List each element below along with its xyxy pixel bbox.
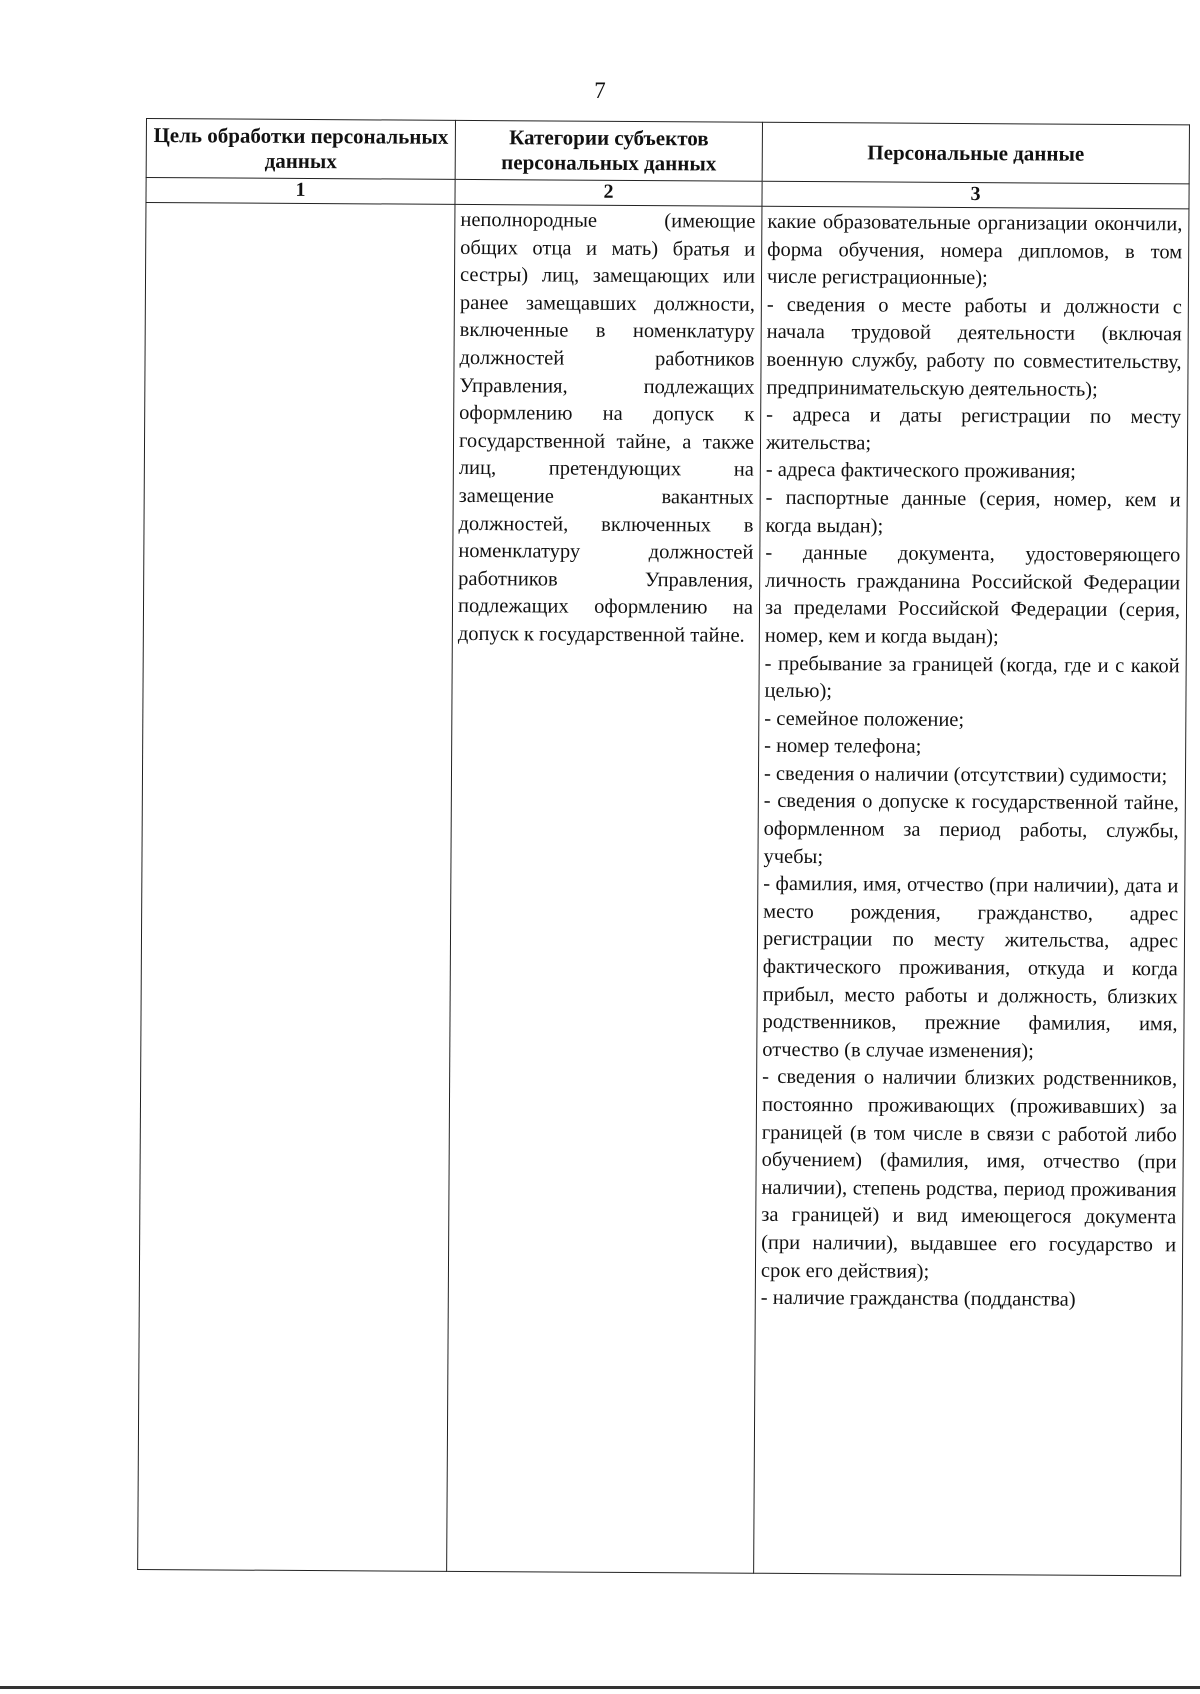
personal-data-item: - адреса фактического проживания; [765,459,1076,484]
header-purpose: Цель обработки персональных данных [146,119,455,180]
personal-data-item: - сведения о допуске к государственной тайне, оформленном за период работы, службы, учебы; [763,790,1179,868]
personal-data-item: - номер телефона; [764,735,922,759]
subject-categories-cell: неполнородные (имеющие общих отца и мать) братья и сестры) лиц, замещающих или ранее замещавших должности, включенные в номенклатуру должностей работников Управления, подлежащих оформлению на допуск к государственной тайне, а также лиц, претендующих на замещение вакантных должностей, включенных в номенклатуру должностей работников Управления, подлежащих оформлению на допуск к государственной тайне. [447,204,762,1573]
header-personal-data: Персональные данные [762,122,1189,184]
personal-data-item: - сведения о месте работы и должности с начала трудовой деятельности (включая военную службу, работу по совместительству, предпринимательскую деятельность); [766,293,1182,401]
personal-data-item: - данные документа, удостоверяющего личность гражданина Российской Федерации за пределами Российской Федерации (серия, номер, кем и когда выдан); [764,541,1181,649]
personal-data-item: - фамилия, имя, отчество (при наличии), дата и место рождения, гражданство, адрес регистрации по месту жительства, адрес фактического проживания, откуда и когда прибыл, место работы и должность, близких родственников, прежние фамилия, имя, отчество (в случае изменения); [762,873,1179,1063]
page-number: 7 [594,78,606,103]
column-number-2: 2 [455,179,762,206]
personal-data-item: - сведения о наличии (отсутствии) судимости; [763,762,1168,788]
scan-edge-line [0,1686,1200,1689]
personal-data-item: - паспортные данные (серия, номер, кем и когда выдан); [765,486,1181,538]
header-subject-categories: Категории субъектов персональных данных [455,120,762,181]
personal-data-item: какие образовательные организации окончили, форма обучения, номера дипломов, в том числе регистрационные); [766,210,1183,290]
table-header-row [146,119,1189,184]
personal-data-table [137,118,1190,1576]
personal-data-item: - сведения о наличии близких родственников, постоянно проживающих (проживавших) за границей (в том числе в связи с работой либо обучением) (фамилия, имя, отчество (при наличии), степень родства, период проживания за границей) и вид имеющегося документа (при наличии), выдавшее его государство и срок его действия); [760,1066,1178,1283]
personal-data-table-wrapper [137,118,1183,1576]
personal-data-cell [754,206,1189,1576]
column-number-3: 3 [762,181,1189,209]
column-number-1: 1 [146,178,455,205]
table-row [138,203,1189,1576]
personal-data-item: - семейное положение; [764,707,965,731]
personal-data-item: - наличие гражданства (подданства) [760,1286,1076,1311]
personal-data-item: - пребывание за границей (когда, где и с какой целью); [764,652,1180,703]
purpose-cell [138,203,455,1572]
personal-data-item: - адреса и даты регистрации по месту жительства; [765,403,1182,455]
